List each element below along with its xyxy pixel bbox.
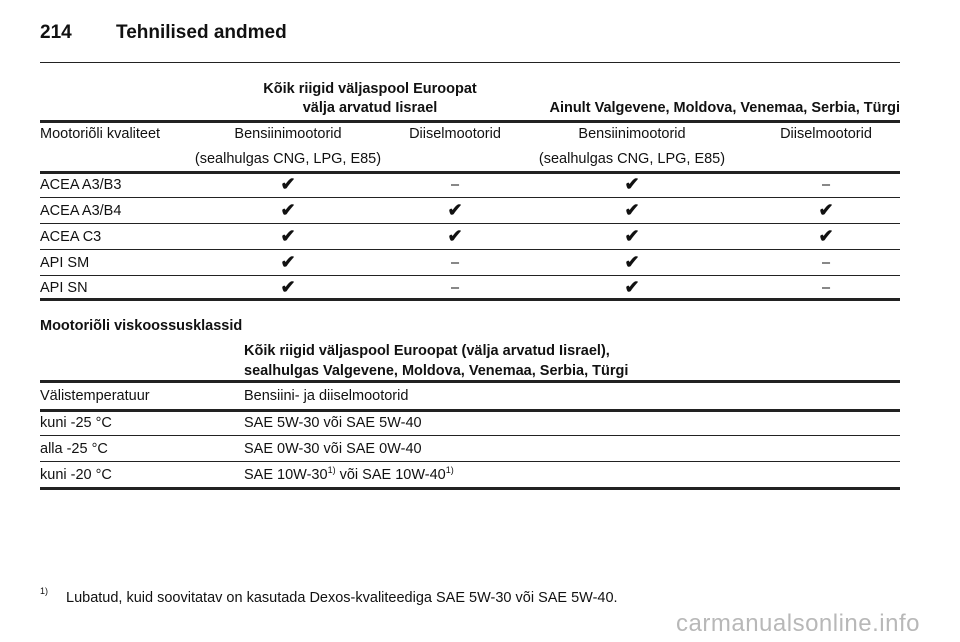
table1-row-label: API SM xyxy=(40,255,90,271)
page-title: Tehnilised andmed xyxy=(116,22,287,43)
table2-group-line2: sealhulgas Valgevene, Moldova, Venemaa, Serbia, Türgi xyxy=(244,363,629,379)
table1-cell: ✔ xyxy=(447,226,463,246)
table2-col-engines: Bensiini- ja diiselmootorid xyxy=(244,388,409,404)
table1-cell: ✔ xyxy=(624,252,640,272)
table1-row-divider xyxy=(40,197,900,198)
table1-cell: ✔ xyxy=(624,200,640,220)
table1-cell: ✔ xyxy=(280,252,296,272)
table1-cell: ✔ xyxy=(280,174,296,194)
table1-cell: ✔ xyxy=(818,200,834,220)
table1-cell: ✔ xyxy=(447,200,463,220)
table1-cell: ✔ xyxy=(818,226,834,246)
table1-row-label: API SN xyxy=(40,280,88,296)
table2-group-header xyxy=(244,341,628,381)
table1-cell: ✔ xyxy=(280,226,296,246)
table1-cell: ✔ xyxy=(624,277,640,297)
table2-row-oil: SAE 0W-30 või SAE 0W-40 xyxy=(244,441,422,457)
table1-subcol-petrol-2: (sealhulgas CNG, LPG, E85) xyxy=(538,151,726,167)
table1-group-left-line2: välja arvatud Iisrael xyxy=(302,100,438,116)
footnote-mark: 1) xyxy=(40,586,49,596)
table1-rule-header xyxy=(40,171,900,174)
table1-col-petrol-1: Bensiinimootorid xyxy=(234,126,342,142)
table2-row-oil: SAE 5W-30 või SAE 5W-40 xyxy=(244,415,422,431)
table1-rule-bottom xyxy=(40,298,900,301)
table1-cell: – xyxy=(450,280,460,296)
table1-cell: – xyxy=(821,280,831,296)
table2-row-oil: SAE 10W-30$^{1)}$ või SAE 10W-40$^{1)}$ xyxy=(244,465,454,483)
footnote-ref: 1) xyxy=(327,465,336,475)
table1-row-label: ACEA A3/B4 xyxy=(40,203,122,219)
table1-col-diesel-1: Diiselmootorid xyxy=(409,126,501,142)
viscosity-section-title: Mootoriõli viskoossusklassid xyxy=(40,318,243,334)
table1-col-petrol-2: Bensiinimootorid xyxy=(578,126,686,142)
table1-cell: ✔ xyxy=(624,174,640,194)
table2-rule-header xyxy=(40,409,900,412)
footnote-ref: 1) xyxy=(445,465,454,475)
table2-row-temp: kuni -25 °C xyxy=(40,415,112,431)
table1-row-divider xyxy=(40,249,900,250)
table1-group-header-left xyxy=(180,80,560,118)
table2-row-divider xyxy=(40,435,900,436)
table1-col-quality: Mootoriõli kvaliteet xyxy=(40,126,161,142)
table1-cell: – xyxy=(821,177,831,193)
table2-rule-top xyxy=(40,380,900,383)
table1-cell: ✔ xyxy=(624,226,640,246)
table2-rule-bottom xyxy=(40,487,900,490)
table1-rule-top xyxy=(40,120,900,123)
table1-row-label: ACEA C3 xyxy=(40,229,102,245)
page-header xyxy=(40,18,900,63)
table1-group-left-line1: Kõik riigid väljaspool Euroopat xyxy=(263,81,477,97)
table2-row-divider xyxy=(40,461,900,462)
table1-row-divider xyxy=(40,223,900,224)
table1-cell: ✔ xyxy=(280,277,296,297)
table1-cell: – xyxy=(450,177,460,193)
table2-group-line1: Kõik riigid väljaspool Euroopat (välja arvatud Iisrael), xyxy=(244,343,610,359)
footnote-text: Lubatud, kuid soovitatav on kasutada Dexos-kvaliteediga SAE 5W-30 või SAE 5W-40. xyxy=(66,590,618,606)
table1-row-divider xyxy=(40,275,900,276)
table2-col-temperature: Välistemperatuur xyxy=(40,388,150,404)
table1-group-header-right: Ainult Valgevene, Moldova, Venemaa, Serbia, Türgi xyxy=(549,100,900,116)
page-number: 214 xyxy=(40,22,72,43)
table1-subcol-petrol-1: (sealhulgas CNG, LPG, E85) xyxy=(194,151,382,167)
table1-col-diesel-2: Diiselmootorid xyxy=(780,126,872,142)
table2-row-temp: alla -25 °C xyxy=(40,441,108,457)
table1-cell: – xyxy=(821,255,831,271)
watermark: carmanualsonline.info xyxy=(676,610,920,637)
table1-cell: – xyxy=(450,255,460,271)
table1-cell: ✔ xyxy=(280,200,296,220)
table1-row-label: ACEA A3/B3 xyxy=(40,177,122,193)
table2-row-temp: kuni -20 °C xyxy=(40,467,112,483)
